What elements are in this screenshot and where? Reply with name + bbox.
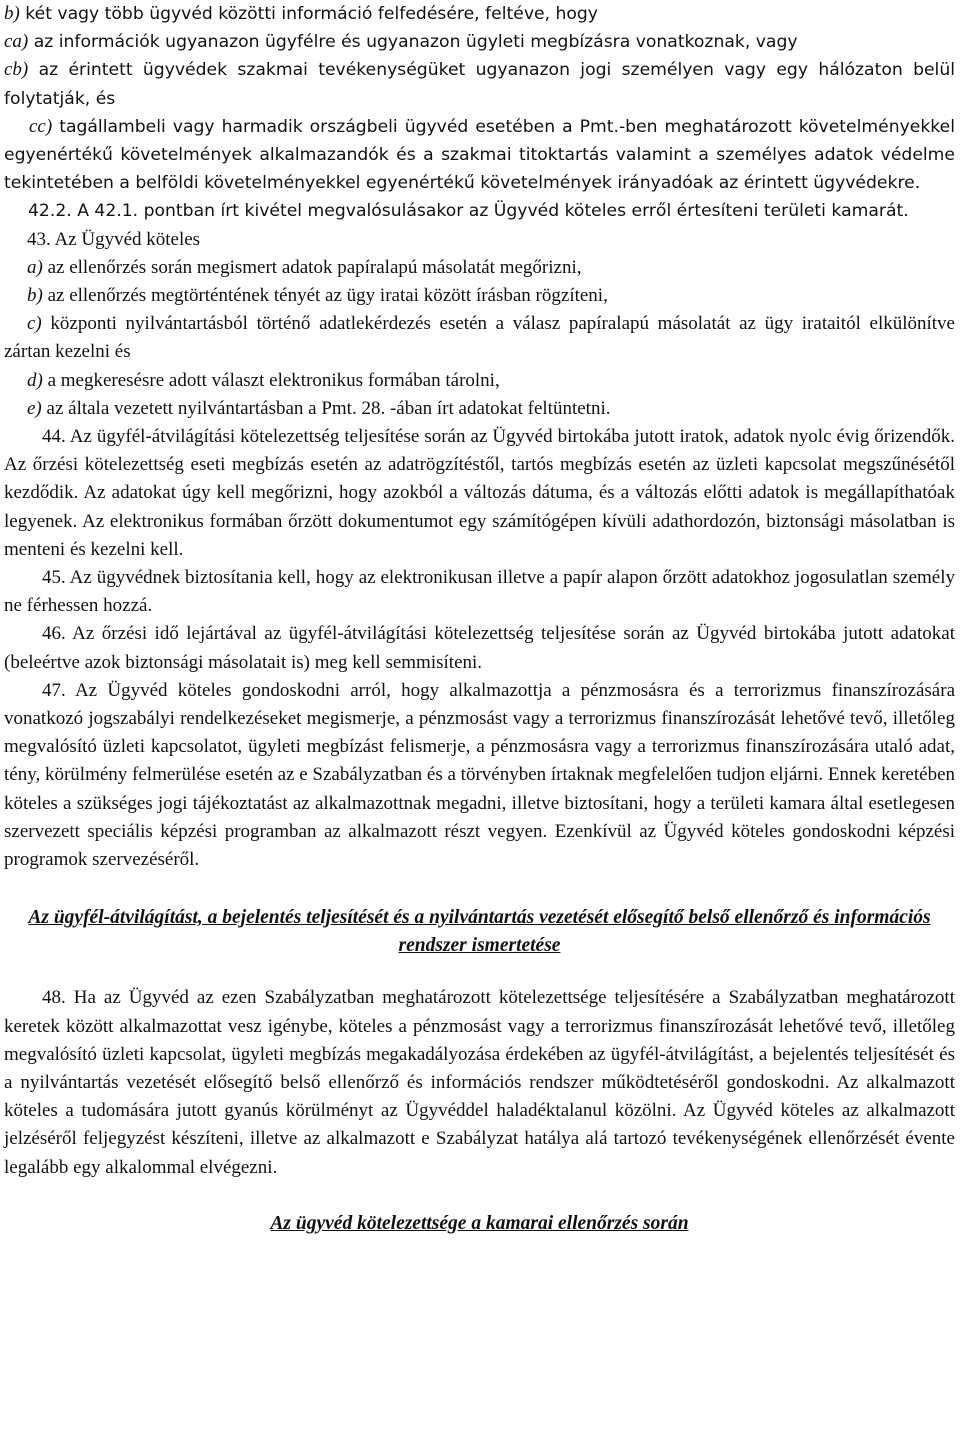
item-label: cc) [29,115,53,137]
spacer [4,1182,955,1210]
item-43-b [4,282,955,310]
paragraph-47: 47. Az Ügyvéd köteles gondoskodni arról, hogy alkalmazottja a pénzmosásra és a terrorizmus finanszírozására vonatkozó jogszabályi rendelkezéseket megismerje, a pénzmosást vagy a terrorizmus finanszírozását lehetővé tevő, illetőleg megvalósító üzleti kapcsolatot, ügyleti megbízást felismerje, a pénzmosásra vagy a terrorizmus finanszírozására utaló adat, tény, körülmény felmerülése esetén az e Szabályzatban és a törvényben írtaknak megfelelően tudjon eljárni. Ennek keretében köteles a szükséges jogi tájékoztatást az alkalmazottnak megadni, illetve biztosítani, hogy a területi kamara által esetlegesen szervezett speciális képzési programban az alkalmazott részt vegyen. Ezenkívül az Ügyvéd köteles gondoskodni képzési programok szervezéséről. [4,679,956,871]
section-heading: Az ügyfél-átvilágítást, a bejelentés teljesítését és a nyilvántartás vezetését elősegítő belső ellenőrző és információs rendszer ismertetése [28,907,931,957]
spacer [4,960,955,984]
item-42-1-b [4,0,955,28]
paragraph-48: 48. Ha az Ügyvéd az ezen Szabályzatban meghatározott kötelezettsége teljesítésére a Szabályzatban meghatározott keretek között alkalmazottat vesz igénybe, köteles a pénzmosást vagy a terrorizmus finanszírozását lehetővé tevő, illetőleg megvalósító üzleti kapcsolat, ügyleti megbízás megakadályozása érdekében az ügyfél-átvilágítást, a bejelentés teljesítését és a nyilvántartás vezetését elősegítő belső ellenőrző és információs rendszer működtetéséről gondoskodni. Az alkalmazott köteles a tudomására jutott gyanús körülményt az Ügyvéddel haladéktalanul közölni. Az Ügyvéd köteles az alkalmazott jelzéséről feljegyzést készíteni, illetve az alkalmazott e Szabályzat hatálya alá tartozó tevékenységének ellenőrzését évente legalább egy alkalommal elvégezni. [4,987,955,1178]
item-text: az információk ugyanazon ügyfélre és ugyanazon ügyleti megbízásra vonatkoznak, vagy [28,32,798,53]
spacer [4,874,955,904]
item-text: központi nyilvántartásból történő adatlekérdezés esetén a válasz papíralapú másolatát az ügy irataitól elkülönítve zártan kezelni és [4,313,955,363]
paragraph-43-intro: 43. Az Ügyvéd köteles [27,228,201,250]
paragraph-46: 46. Az őrzési idő lejártával az ügyfél-átvilágítási kötelezettség teljesítése során az Ügyvéd birtokába jutott adatokat (beleértve azok biztonsági másolatait is) meg kell semmisíteni. [4,623,955,673]
item-label: e) [27,397,42,419]
item-text: az ellenőrzés során megismert adatok papíralapú másolatát megőrizni, [42,256,582,278]
item-label: b) [4,3,20,24]
item-label: c) [27,313,42,335]
paragraph-45: 45. Az ügyvédnek biztosítania kell, hogy az elektronikusan illetve a papír alapon őrzött adatokhoz jogosulatlan személy ne férhessen hozzá. [4,567,955,617]
item-text: tagállambeli vagy harmadik országbeli ügyvéd esetében a Pmt.-ben meghatározott követelményekkel egyenértékű követelmények alkalmazandók és a szakmai titoktartás valamint a személyes adatok védelme tekintetében a belföldi követelményekkel egyenértékű követelmények irányadóak az érintett ügyvédekre. [4,116,955,194]
item-42-1-ca [4,28,955,56]
item-43-e [4,395,955,423]
item-43-a [4,254,955,282]
item-43-d [4,367,955,395]
paragraph-42-2: 42.2. A 42.1. pontban írt kivétel megvalósulásakor az Ügyvéd köteles erről értesíteni területi kamarát. [28,201,909,222]
item-text: a megkeresésre adott választ elektronikus formában tárolni, [42,369,500,391]
item-43-c [4,310,955,366]
item-label: ca) [4,31,29,53]
item-42-1-cb [4,56,955,112]
item-text: az ellenőrzés megtörténtének tényét az ügy iratai között írásban rögzíteni, [42,285,608,307]
item-text: két vagy több ügyvéd közötti információ felfedésére, feltéve, hogy [19,4,598,24]
paragraph-44: 44. Az ügyfél-átvilágítási kötelezettség teljesítése során az Ügyvéd birtokába jutott iratok, adatok nyolc évig őrizendők. Az őrzési kötelezettség eseti megbízás esetén az adatrögzítéstől, tartós megbízás esetén az üzleti kapcsolat megszűnésétől kezdődik. Az adatokat úgy kell megőrizni, hogy azokból a változás dátuma, és a változás előtti adatok is megállapíthatóak legyenek. Az elektronikus formában őrzött dokumentumot egy számítógépen kívüli adathordozón, biztonsági másolatban is menteni és kezelni kell. [4,426,955,560]
item-label: b) [27,285,43,307]
item-label: d) [27,369,43,391]
item-text: az általa vezetett nyilvántartásban a Pmt. 28. -ában írt adatokat feltüntetni. [41,397,611,419]
item-text: az érintett ügyvédek szakmai tevékenységüket ugyanazon jogi személyen vagy egy hálózaton belül folytatják, és [4,60,955,109]
section-heading: Az ügyvéd kötelezettsége a kamarai ellenőrzés során [270,1212,689,1234]
item-42-1-cc [4,113,955,198]
item-label: cb) [4,59,29,81]
item-label: a) [27,256,43,278]
